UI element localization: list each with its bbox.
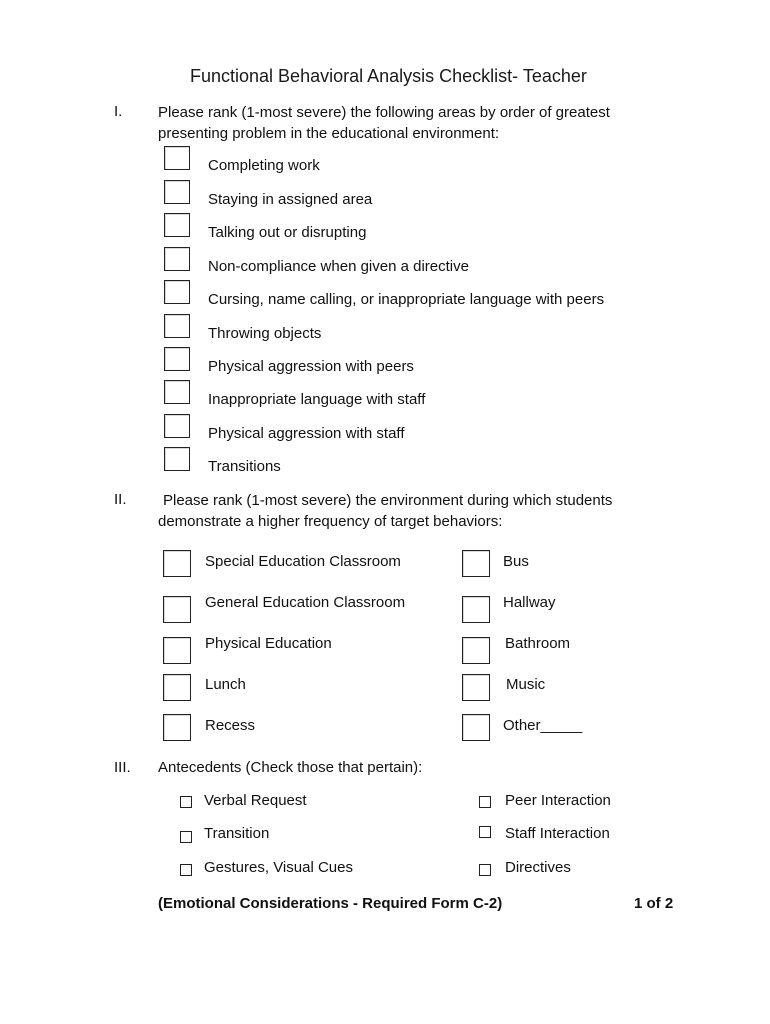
rank-box-aggression-staff[interactable] <box>164 414 190 438</box>
env-label-lunch: Lunch <box>205 676 246 693</box>
checkbox-verbal-request[interactable] <box>180 796 192 808</box>
env-label-hallway: Hallway <box>503 594 556 611</box>
checkbox-peer-interaction[interactable] <box>479 796 491 808</box>
rank-box-talking-out[interactable] <box>164 213 190 237</box>
rank-box-bus[interactable] <box>462 550 490 577</box>
rank-box-special-ed[interactable] <box>163 550 191 577</box>
env-label-bus: Bus <box>503 553 529 570</box>
item-label-cursing: Cursing, name calling, or inappropriate language with peers <box>208 291 605 308</box>
antecedent-label-directives: Directives <box>505 859 571 876</box>
rank-box-completing-work[interactable] <box>164 146 190 170</box>
section-3-instruction: Antecedents (Check those that pertain): <box>158 759 423 776</box>
rank-box-aggression-peers[interactable] <box>164 347 190 371</box>
env-label-music: Music <box>506 676 546 693</box>
env-label-physical-ed: Physical Education <box>205 635 332 652</box>
rank-box-transitions[interactable] <box>164 447 190 471</box>
rank-box-bathroom[interactable] <box>462 637 490 664</box>
rank-box-hallway[interactable] <box>462 596 490 623</box>
item-label-talking-out: Talking out or disrupting <box>208 224 367 241</box>
antecedent-label-gestures: Gestures, Visual Cues <box>204 859 353 876</box>
env-label-other: Other_____ <box>503 717 583 734</box>
item-label-transitions: Transitions <box>208 458 281 475</box>
rank-box-staying-in-area[interactable] <box>164 180 190 204</box>
section-2-numeral: II. <box>114 491 127 508</box>
item-label-aggression-staff: Physical aggression with staff <box>208 425 405 442</box>
rank-box-language-staff[interactable] <box>164 380 190 404</box>
rank-box-non-compliance[interactable] <box>164 247 190 271</box>
section-2-instruction-line2: demonstrate a higher frequency of target behaviors: <box>158 513 503 530</box>
rank-box-cursing[interactable] <box>164 280 190 304</box>
item-label-aggression-peers: Physical aggression with peers <box>208 358 414 375</box>
item-label-throwing-objects: Throwing objects <box>208 325 322 342</box>
section-3-numeral: III. <box>114 759 131 776</box>
rank-box-other[interactable] <box>462 714 490 741</box>
section-1-numeral: I. <box>114 103 123 120</box>
section-1-instruction-line2: presenting problem in the educational environment: <box>158 125 500 142</box>
checkbox-transition[interactable] <box>180 831 192 843</box>
antecedent-label-staff-interaction: Staff Interaction <box>505 825 610 842</box>
rank-box-throwing-objects[interactable] <box>164 314 190 338</box>
item-label-staying-in-area: Staying in assigned area <box>208 191 373 208</box>
footer-page-number: 1 of 2 <box>634 895 674 912</box>
rank-box-music[interactable] <box>462 674 490 701</box>
page-title: Functional Behavioral Analysis Checklist- Teacher <box>190 66 587 86</box>
env-label-bathroom: Bathroom <box>505 635 571 652</box>
item-label-non-compliance: Non-compliance when given a directive <box>208 258 469 275</box>
rank-box-recess[interactable] <box>163 714 191 741</box>
rank-box-physical-ed[interactable] <box>163 637 191 664</box>
env-label-special-ed: Special Education Classroom <box>205 553 401 570</box>
checkbox-staff-interaction[interactable] <box>479 826 491 838</box>
item-label-language-staff: Inappropriate language with staff <box>208 391 426 408</box>
footer-form-note: (Emotional Considerations - Required Form C-2) <box>158 895 503 912</box>
item-label-completing-work: Completing work <box>208 157 320 174</box>
antecedent-label-verbal-request: Verbal Request <box>204 792 307 809</box>
rank-box-lunch[interactable] <box>163 674 191 701</box>
antecedent-label-peer-interaction: Peer Interaction <box>505 792 611 809</box>
antecedent-label-transition: Transition <box>204 825 270 842</box>
checkbox-gestures[interactable] <box>180 864 192 876</box>
section-2-instruction-line1: Please rank (1-most severe) the environment during which students <box>163 492 613 509</box>
checkbox-directives[interactable] <box>479 864 491 876</box>
section-1-instruction-line1: Please rank (1-most severe) the following areas by order of greatest <box>158 104 610 121</box>
rank-box-general-ed[interactable] <box>163 596 191 623</box>
env-label-general-ed: General Education Classroom <box>205 594 406 611</box>
env-label-recess: Recess <box>205 717 256 734</box>
